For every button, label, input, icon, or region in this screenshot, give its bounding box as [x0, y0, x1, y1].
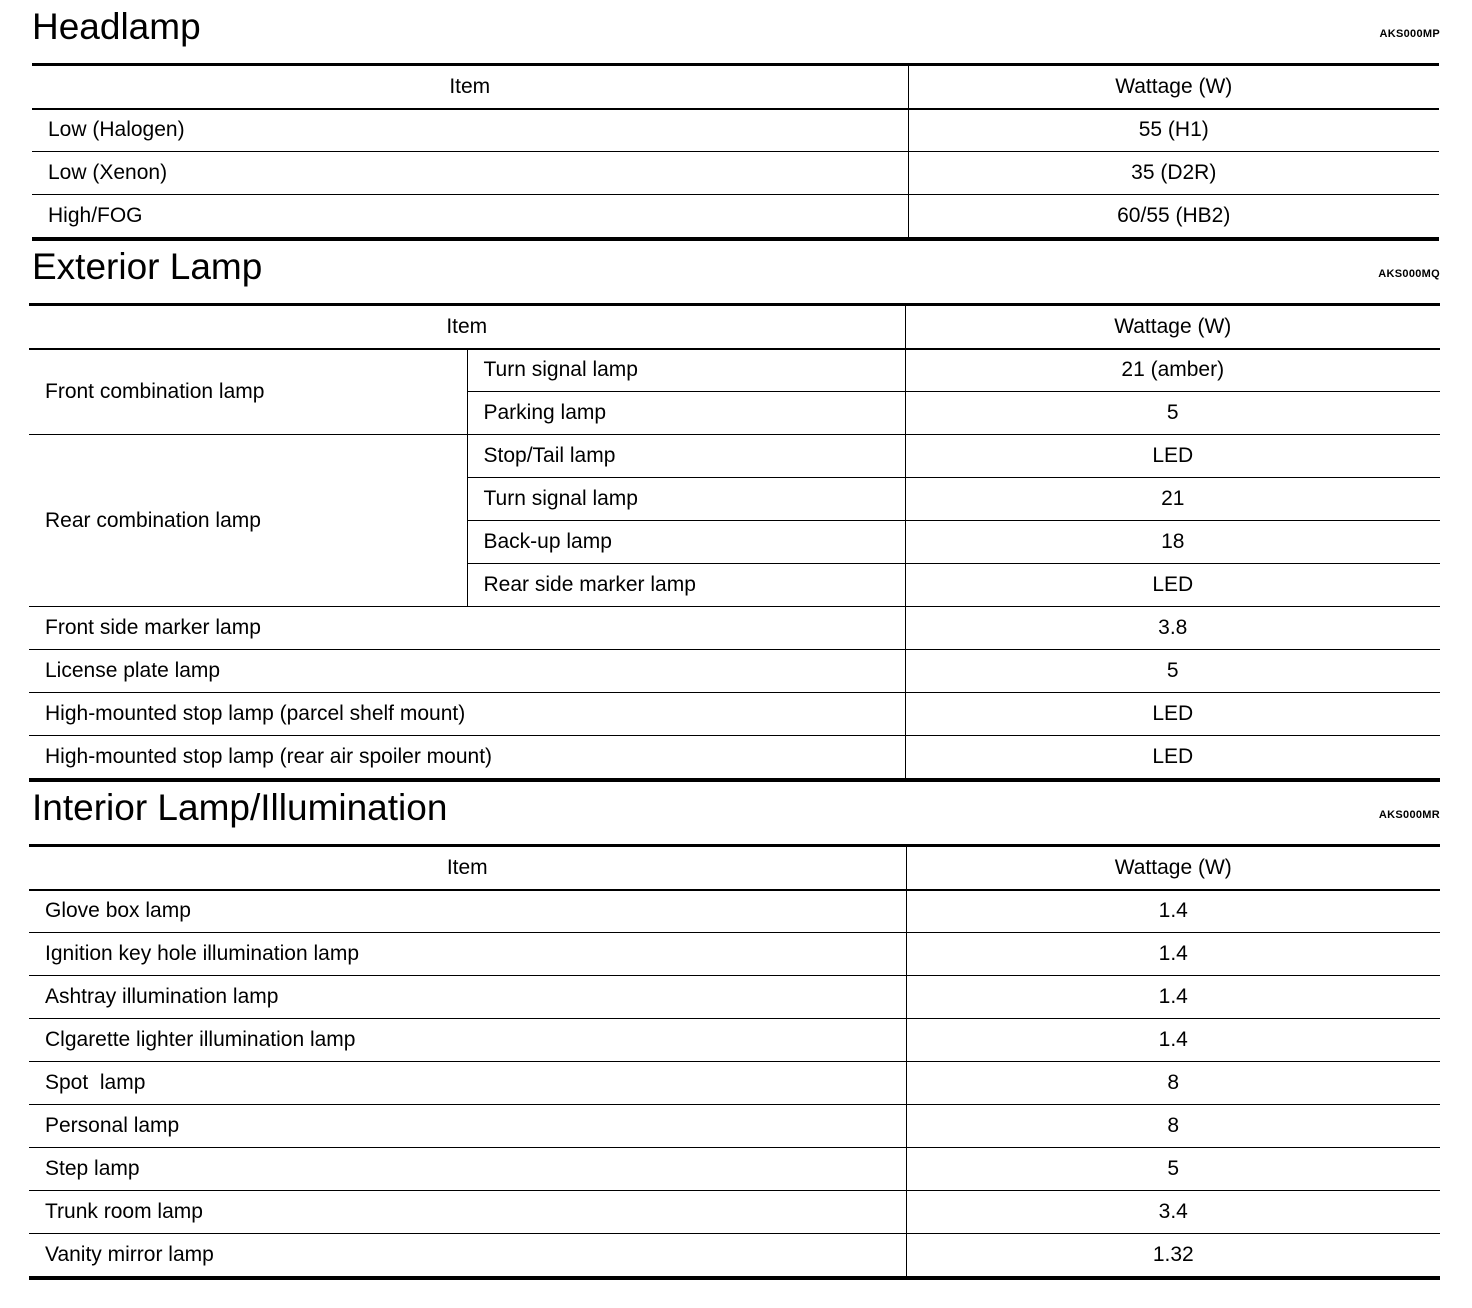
sub-item: Turn signal lamp	[467, 478, 905, 521]
row-wattage: 5	[905, 392, 1440, 435]
interior-title: Interior Lamp/Illumination	[32, 787, 448, 828]
group-item: Front combination lamp	[29, 349, 467, 435]
table-header-row	[32, 65, 1439, 109]
table-row	[29, 650, 1440, 693]
row-wattage: 5	[905, 650, 1440, 693]
table-row	[32, 195, 1439, 239]
sub-item: Parking lamp	[467, 392, 905, 435]
row-item: Vanity mirror lamp	[29, 1234, 906, 1278]
table-row	[29, 1105, 1440, 1148]
table-row	[29, 736, 1440, 780]
header-wattage: Wattage (W)	[908, 65, 1439, 109]
table-row	[29, 890, 1440, 933]
table-row	[32, 152, 1439, 195]
interior-code: AKS000MR	[1378, 809, 1440, 821]
table-row	[29, 693, 1440, 736]
row-wattage: 3.8	[905, 607, 1440, 650]
row-wattage: 3.4	[906, 1191, 1440, 1234]
exterior-title: Exterior Lamp	[32, 246, 263, 287]
table-row	[29, 1148, 1440, 1191]
row-wattage: 5	[906, 1148, 1440, 1191]
exterior-code: AKS000MQ	[1378, 268, 1440, 280]
headlamp-title: Headlamp	[32, 6, 201, 47]
row-wattage: LED	[905, 693, 1440, 736]
group-item: Rear combination lamp	[29, 435, 467, 607]
row-wattage: 1.4	[906, 890, 1440, 933]
row-wattage: LED	[905, 564, 1440, 607]
sub-item: Back-up lamp	[467, 521, 905, 564]
row-wattage: 1.4	[906, 933, 1440, 976]
table-row	[29, 349, 1440, 392]
header-item: Item	[32, 65, 908, 109]
headlamp-table	[32, 63, 1439, 241]
row-item: High-mounted stop lamp (rear air spoiler mount)	[29, 736, 905, 780]
headlamp-code: AKS000MP	[1379, 28, 1440, 40]
row-wattage: 1.4	[906, 1019, 1440, 1062]
row-wattage: LED	[905, 736, 1440, 780]
row-wattage: LED	[905, 435, 1440, 478]
sub-item: Stop/Tail lamp	[467, 435, 905, 478]
sub-item: Rear side marker lamp	[467, 564, 905, 607]
row-wattage: 21 (amber)	[905, 349, 1440, 392]
row-item: License plate lamp	[29, 650, 905, 693]
table-row	[29, 976, 1440, 1019]
table-row	[32, 109, 1439, 152]
table-row	[29, 1019, 1440, 1062]
table-row	[29, 607, 1440, 650]
row-item: High-mounted stop lamp (parcel shelf mount)	[29, 693, 905, 736]
table-row	[29, 1191, 1440, 1234]
row-item: Trunk room lamp	[29, 1191, 906, 1234]
row-item: Low (Halogen)	[32, 109, 908, 152]
row-wattage: 1.32	[906, 1234, 1440, 1278]
header-wattage: Wattage (W)	[905, 305, 1440, 349]
row-item: Low (Xenon)	[32, 152, 908, 195]
row-wattage: 1.4	[906, 976, 1440, 1019]
row-wattage: 18	[905, 521, 1440, 564]
row-item: Clgarette lighter illumination lamp	[29, 1019, 906, 1062]
header-item: Item	[29, 846, 906, 890]
row-wattage: 21	[905, 478, 1440, 521]
row-item: Front side marker lamp	[29, 607, 905, 650]
interior-table	[29, 844, 1440, 1280]
row-item: Ignition key hole illumination lamp	[29, 933, 906, 976]
table-row	[29, 933, 1440, 976]
row-item: High/FOG	[32, 195, 908, 239]
table-header-row	[29, 305, 1440, 349]
table-row	[29, 1062, 1440, 1105]
table-row	[29, 435, 1440, 478]
sub-item: Turn signal lamp	[467, 349, 905, 392]
table-header-row	[29, 846, 1440, 890]
row-wattage: 60/55 (HB2)	[908, 195, 1439, 239]
row-item: Glove box lamp	[29, 890, 906, 933]
row-item: Personal lamp	[29, 1105, 906, 1148]
row-item: Ashtray illumination lamp	[29, 976, 906, 1019]
exterior-table	[29, 303, 1440, 782]
header-wattage: Wattage (W)	[906, 846, 1440, 890]
row-wattage: 8	[906, 1105, 1440, 1148]
row-item: Spot lamp	[29, 1062, 906, 1105]
row-item: Step lamp	[29, 1148, 906, 1191]
row-wattage: 55 (H1)	[908, 109, 1439, 152]
header-item: Item	[29, 305, 905, 349]
row-wattage: 35 (D2R)	[908, 152, 1439, 195]
table-row	[29, 1234, 1440, 1278]
row-wattage: 8	[906, 1062, 1440, 1105]
